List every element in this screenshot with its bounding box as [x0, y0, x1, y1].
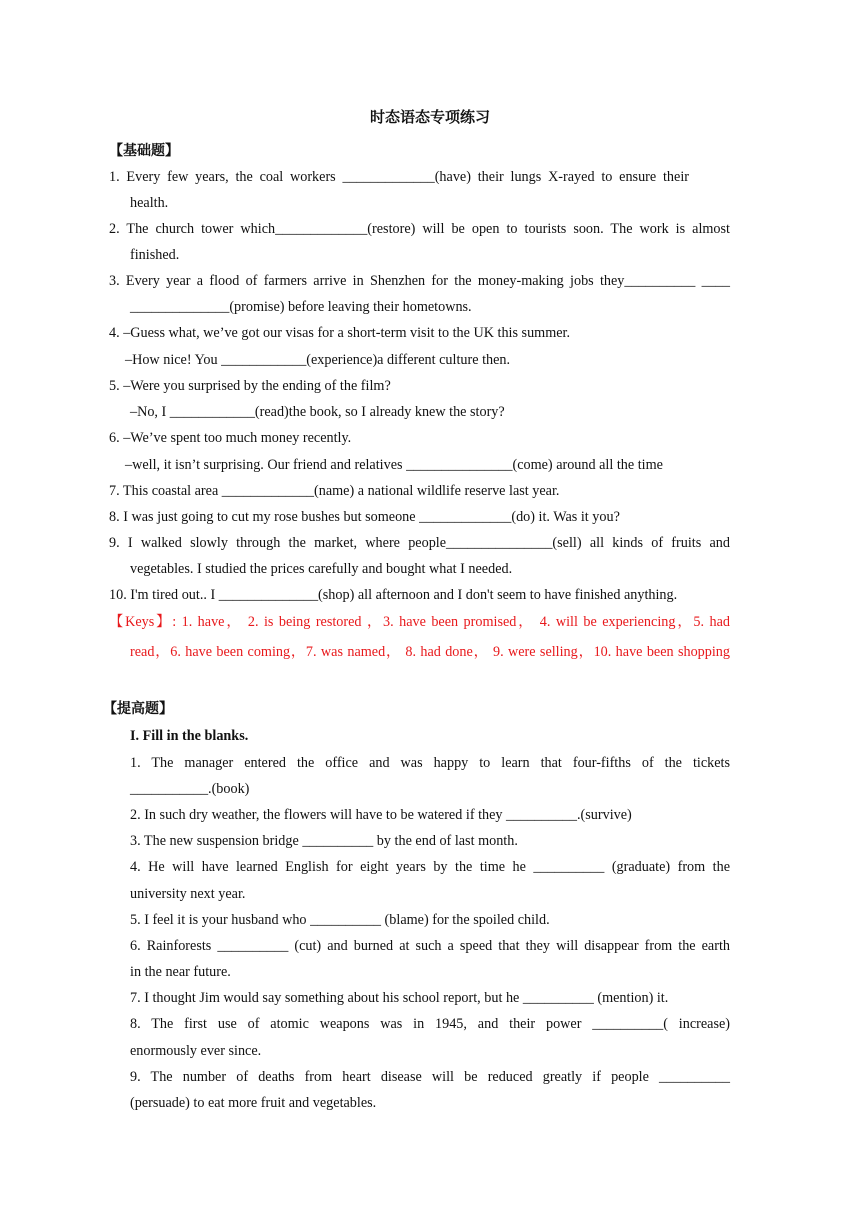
question-line: 7. This coastal area _____________(name) a national wildlife reserve last year. [109, 483, 560, 499]
answer-keys: 【Keys】: 1. have， 2. is being restored ，3. have been promised， 4. will be experiencing，5. had [109, 614, 730, 630]
question-line: finished. [130, 247, 180, 263]
question-line: 8. I was just going to cut my rose bushes but someone _____________(do) it. Was it you? [109, 509, 620, 525]
question-line: 6. –We’ve spent too much money recently. [109, 430, 352, 446]
section-heading-advanced: 【提高题】 [103, 701, 173, 717]
question-line: 8. The first use of atomic weapons was in 1945, and their power __________( increase) [130, 1016, 730, 1032]
question-line: 5. –Were you surprised by the ending of the film? [109, 378, 391, 394]
section-heading-basic: 【基础题】 [109, 143, 179, 159]
question-line: 4. –Guess what, we’ve got our visas for a short-term visit to the UK this summer. [109, 325, 571, 341]
question-line: 2. The church tower which_____________(restore) will be open to tourists soon. The work is almost [109, 221, 730, 237]
question-line: health. [130, 195, 169, 211]
section-title: I. Fill in the blanks. [130, 728, 249, 744]
answer-keys: read，6. have been coming，7. was named， 8. had done， 9. were selling，10. have been shopping [130, 644, 730, 660]
question-line: 3. The new suspension bridge __________ by the end of last month. [130, 833, 518, 849]
question-line: 4. He will have learned English for eight years by the time he __________ (graduate) from the [130, 859, 730, 875]
question-line: enormously ever since. [130, 1043, 262, 1059]
question-line: university next year. [130, 886, 246, 902]
question-line: ___________.(book) [130, 781, 250, 797]
question-line: 5. I feel it is your husband who __________ (blame) for the spoiled child. [130, 912, 550, 928]
question-line: 7. I thought Jim would say something about his school report, but he __________ (mention) it. [130, 990, 669, 1006]
question-line: 9. I walked slowly through the market, where people_______________(sell) all kinds of fruits and [109, 535, 730, 551]
question-line: ______________(promise) before leaving their hometowns. [130, 299, 472, 315]
question-line: –How nice! You ____________(experience)a different culture then. [125, 352, 511, 368]
page-title: 时态语态专项练习 [369, 108, 490, 126]
question-line: (persuade) to eat more fruit and vegetables. [130, 1095, 377, 1111]
question-line: 1. Every few years, the coal workers _____________(have) their lungs X-rayed to ensure their [109, 169, 689, 185]
question-line: 1. The manager entered the office and was happy to learn that four-fifths of the tickets [130, 755, 730, 771]
question-line: 10. I'm tired out.. I ______________(shop) all afternoon and I don't seem to have finished anything. [109, 587, 678, 603]
question-line: vegetables. I studied the prices carefully and bought what I needed. [130, 561, 513, 577]
question-line: 2. In such dry weather, the flowers will have to be watered if they __________.(survive) [130, 807, 632, 823]
question-line: –well, it isn’t surprising. Our friend and relatives _______________(come) around all the time [125, 457, 663, 473]
question-line: in the near future. [130, 964, 231, 980]
question-line: 9. The number of deaths from heart disease will be reduced greatly if people __________ [130, 1069, 730, 1085]
question-line: 3. Every year a flood of farmers arrive in Shenzhen for the money-making jobs they__________ ____ [109, 273, 730, 289]
question-line: 6. Rainforests __________ (cut) and burned at such a speed that they will disappear from the earth [130, 938, 730, 954]
question-line: –No, I ____________(read)the book, so I already knew the story? [130, 404, 505, 420]
